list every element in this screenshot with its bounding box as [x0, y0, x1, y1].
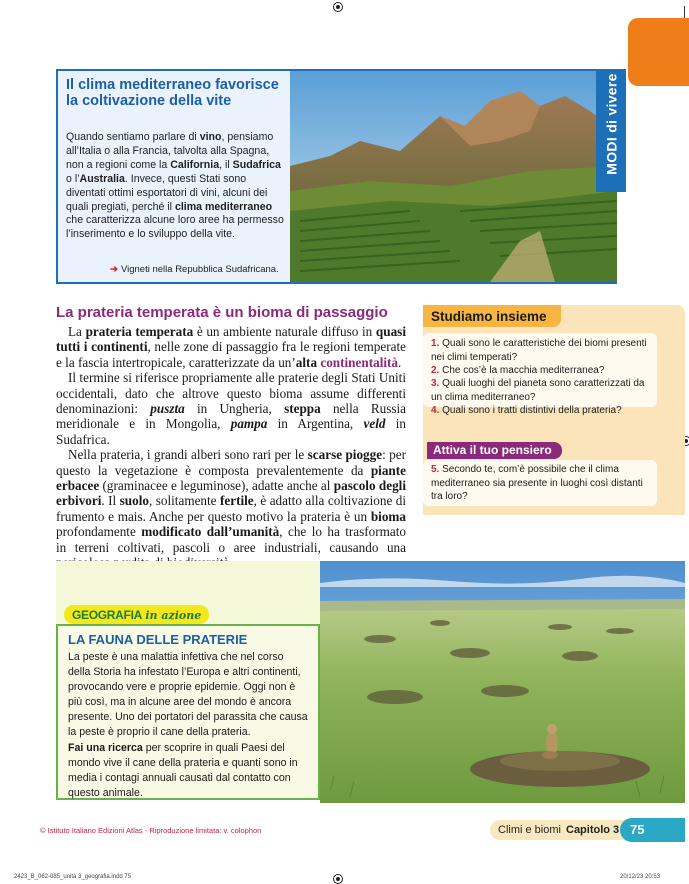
feature-title: Il clima mediterraneo favorisce la coltivazione della vite [66, 77, 279, 109]
registration-mark-bottom [333, 874, 343, 884]
geografia-tag: GEOGRAFIA in azione [64, 605, 209, 624]
vineyard-photo [290, 71, 617, 282]
body-text [56, 324, 406, 571]
fauna-title: LA FAUNA DELLE PRATERIE [68, 632, 248, 647]
print-slug-right: 20/12/23 20:53 [620, 874, 661, 880]
studiamo-insieme-box [423, 305, 685, 515]
feature-text: Quando sentiamo parlare di vino, pensiamo all’Italia o alla Francia, talvolta alla Spagna, non a regioni come la California, il Sudafrica o l’Australia. Invece, questi Stati sono diventati ottimi esportatori di vini, alcuni dei quali pregiati, perché il clima mediterraneo che caratterizza alcune loro aree ha permesso l’inserimento e lo sviluppo della vite. [66, 131, 284, 241]
question-2: 2. Che cos’è la macchia mediterranea? [431, 365, 605, 376]
paragraph: La prateria temperata è un ambiente naturale diffuso in quasi tutti i continenti, nelle zone di passaggio fra le regioni temperate e la fascia intertropicale, caratterizzate da un’alta continentalità. [56, 324, 406, 370]
feature-box-vite [56, 69, 617, 284]
footer-topic: Climi e biomi [498, 824, 561, 836]
print-slug-left: 2423_B_062-085_unità 3_geografia.indd 75 [14, 874, 132, 880]
paragraph: Nella prateria, i grandi alberi sono rari per le scarse piogge: per questo la vegetazione è composta prevalentemente da piante erbacee (graminacee e leguminose), adatte anche al pascolo degli erbivori. Il suolo, solitamente fertile, è adatto alla coltivazione di frumento e mais. Anche per questo motivo la prateria è un bioma profondamente modificato dall’umanità, che lo ha trasformato in terreni coltivati, pascoli o aree industriali, causando una [56, 447, 407, 555]
fauna-text: La peste è una malattia infettiva che nel corso della Storia ha infestato l’Europa e altri continenti, provocando vere e proprie epidemie. Oggi non è più così, ma in alcune aree del mondo è ancora presente. Uno dei portatori del parassita che causa la peste è proprio il cane della prateria. Fai una ricerca per scoprire in quali Paesi del mondo vive il cane della prateria e quanti sono in media i contagi annuali causati dal contatto con questo animale. [68, 651, 308, 799]
page-number: 75 [620, 818, 685, 842]
question-3: 3. Quali luoghi del pianeta sono caratterizzati da un clima mediterraneo? [431, 378, 645, 403]
question-4: 4. Quali sono i tratti distintivi della prateria? [431, 405, 622, 416]
footer-chapter: Capitolo 3 [566, 824, 620, 836]
registration-mark-top [333, 2, 343, 12]
section-title: La prateria temperata è un bioma di passaggio [56, 304, 388, 321]
fauna-box [56, 624, 320, 800]
chapter-tab [628, 18, 689, 86]
prairie-dog-photo [320, 561, 685, 803]
photo-caption: ➔ Vigneti nella Repubblica Sudafricana. [110, 264, 279, 275]
geografia-in-azione-box [56, 561, 322, 800]
arrow-icon: ➔ [110, 264, 118, 275]
question-1: 1. Quali sono le caratteristiche dei biomi presenti nei climi temperati? [431, 338, 647, 363]
paragraph: Il termine si riferisce propriamente alle praterie degli Stati Uniti occidentali, dato che altrove questo bioma assume differenti denominazioni: puszta in Ungheria, steppa nella Russia meridionale e in Mongolia, pampa in Argentina, veld in Sudafrica. [56, 370, 406, 447]
modi-di-vivere-label: MODI di vivere [596, 69, 626, 192]
studiamo-title: Studiamo insieme [423, 305, 561, 327]
attiva-pensiero-title: Attiva il tuo pensiero [427, 442, 562, 459]
question-5: 5. Secondo te, com’è possibile che il clima mediterraneo sia presente in luoghi così distanti tra loro? [431, 464, 643, 503]
copyright: © Istituto Italiano Edizioni Atlas - Riproduzione limitata: v. colophon [40, 826, 262, 835]
